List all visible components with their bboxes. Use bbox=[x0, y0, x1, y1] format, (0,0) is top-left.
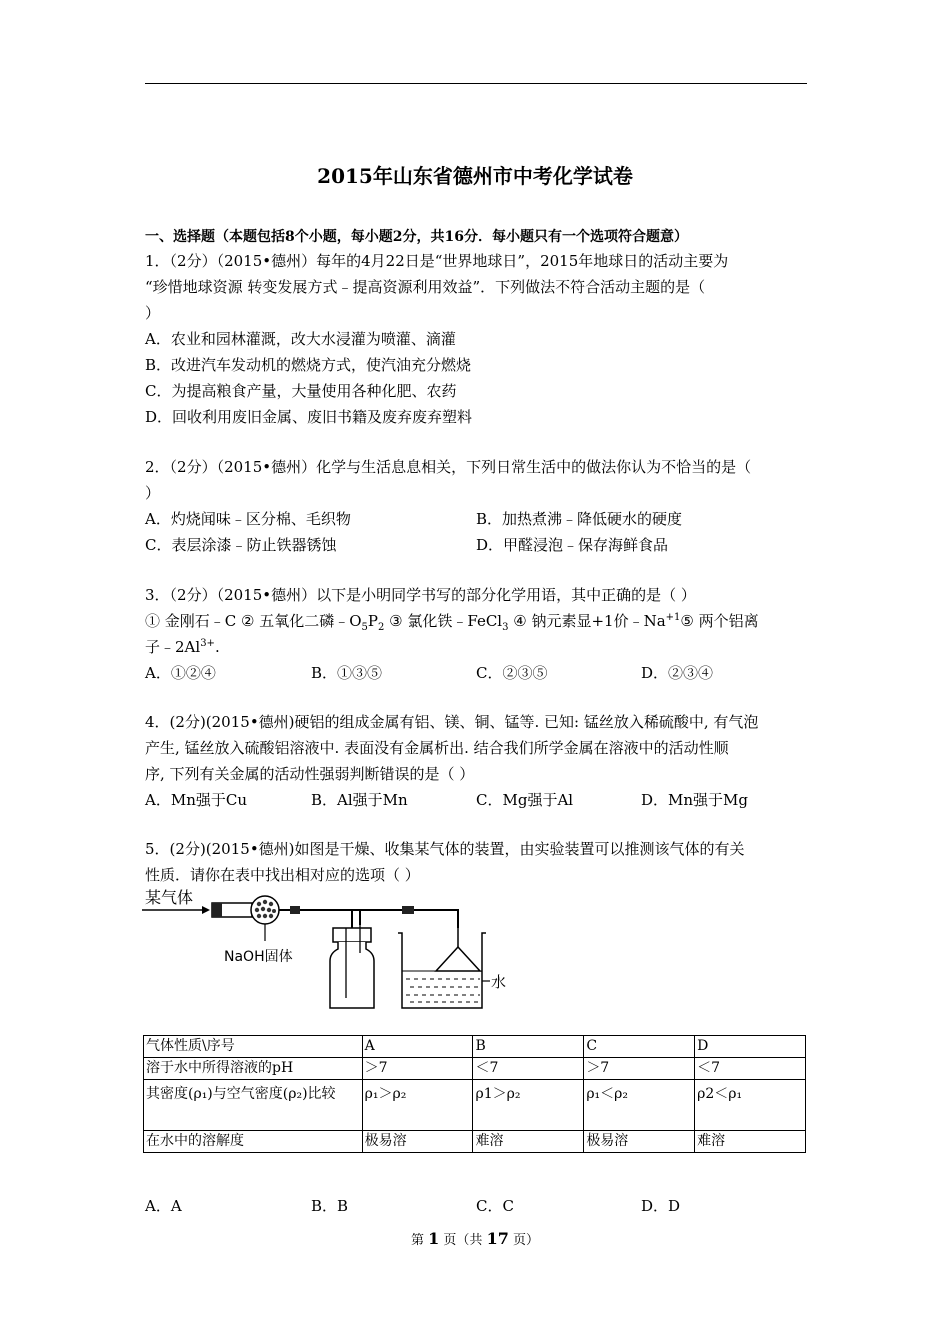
water-hatching bbox=[406, 979, 480, 1002]
q1-stem-line1: 1．（2分）（2015•德州）每年的4月22日是“世界地球日”，2015年地球日的活动主要为 bbox=[145, 252, 729, 270]
q2-option-c: C．表层涂漆﹣防止铁器锈蚀 bbox=[145, 536, 337, 554]
gas-label: 某气体 bbox=[145, 888, 194, 907]
table-cell: 气体性质\序号 bbox=[144, 1036, 363, 1058]
q3-option-d: D．②③④ bbox=[641, 664, 714, 682]
q2-stem-line2: ） bbox=[145, 484, 161, 502]
table-cell: B bbox=[473, 1036, 584, 1058]
q5-stem-line1: 5．(2分)(2015•德州)如图是干燥、收集某气体的装置，由实验装置可以推测该气体的有关 bbox=[145, 840, 745, 858]
q2-option-a: A．灼烧闻味﹣区分棉、毛织物 bbox=[145, 510, 351, 528]
q1-option-b: B．改进汽车发动机的燃烧方式，使汽油充分燃烧 bbox=[145, 356, 472, 374]
q2-option-b: B．加热煮沸﹣降低硬水的硬度 bbox=[476, 510, 683, 528]
table-cell: ＞7 bbox=[362, 1058, 473, 1080]
q4-stem-line1: 4．(2分)(2015•德州)硬铝的组成金属有铝、镁、铜、锰等. 已知: 锰丝放入稀硫酸中, 有气泡 bbox=[145, 713, 759, 731]
table-cell: A bbox=[362, 1036, 473, 1058]
header-rule bbox=[145, 83, 807, 84]
table-cell: D bbox=[695, 1036, 806, 1058]
table-row bbox=[144, 1080, 806, 1131]
q3-option-a: A．①②④ bbox=[145, 664, 216, 682]
table-row bbox=[144, 1036, 806, 1058]
q4-option-c: C．Mg强于Al bbox=[476, 791, 574, 809]
table-cell: ρ1＞ρ₂ bbox=[473, 1080, 584, 1131]
q3-stem-line2: ① 金刚石﹣C ② 五氧化二磷$﹣O_5P_2$ ③ 氯化铁﹣FeCl$_3$ ④ 钠元素显+1价$﹣Na^{+1}⑤$ 两个铝离 bbox=[145, 612, 759, 633]
inverted-funnel bbox=[436, 947, 480, 971]
inflow-arrowhead bbox=[202, 906, 210, 914]
q5-option-c: C．C bbox=[476, 1197, 514, 1215]
q2-option-d: D．甲醛浸泡﹣保存海鲜食品 bbox=[476, 536, 669, 554]
q3-option-b: B．①③⑤ bbox=[311, 664, 383, 682]
q1-stem-line3: ） bbox=[145, 304, 161, 322]
q3-stem-line3: 子$﹣2Al^{3+}$. bbox=[145, 638, 220, 656]
table-cell: 难溶 bbox=[473, 1131, 584, 1153]
table-cell: ＜7 bbox=[473, 1058, 584, 1080]
gas-apparatus-figure bbox=[140, 883, 510, 1013]
q4-stem-line3: 序, 下列有关金属的活动性强弱判断错误的是（ ） bbox=[145, 765, 475, 783]
connect-tube-3 bbox=[414, 910, 458, 928]
q5-option-b: B．B bbox=[311, 1197, 349, 1215]
table-cell: ＞7 bbox=[584, 1058, 695, 1080]
q3-option-c: C．②③⑤ bbox=[476, 664, 548, 682]
q2-stem-line1: 2．（2分）（2015•德州）化学与生活息息相关，下列日常生活中的做法你认为不恰当的是（ bbox=[145, 458, 752, 476]
bottle-stopper bbox=[333, 928, 371, 942]
section-heading: 一、选择题（本题包括8个小题，每小题2分，共16分．每小题只有一个选项符合题意） bbox=[145, 229, 688, 245]
table-cell: 在水中的溶解度 bbox=[144, 1131, 363, 1153]
q1-option-c: C．为提高粮食产量，大量使用各种化肥、农药 bbox=[145, 382, 457, 400]
q3-stem-line1: 3．（2分）（2015•德州）以下是小明同学书写的部分化学用语，其中正确的是（ ） bbox=[145, 586, 696, 604]
q4-option-b: B．Al强于Mn bbox=[311, 791, 408, 809]
q1-option-a: A．农业和园林灌溉，改大水浸灌为喷灌、滴灌 bbox=[145, 330, 456, 348]
q5-option-d: D．D bbox=[641, 1197, 681, 1215]
table-cell: ρ₁＞ρ₂ bbox=[362, 1080, 473, 1131]
q5-stem-line2: 性质．请你在表中找出相对应的选项（ ） bbox=[145, 866, 420, 884]
collecting-bottle bbox=[330, 942, 374, 1008]
table-row bbox=[144, 1058, 806, 1080]
table-cell: 其密度(ρ₁)与空气密度(ρ₂)比较 bbox=[144, 1080, 363, 1131]
connect-tube-2 bbox=[352, 910, 440, 928]
gas-property-table bbox=[143, 1035, 806, 1153]
q1-stem-line2: “珍惜地球资源 转变发展方式﹣提高资源利用效益”．下列做法不符合活动主题的是（ bbox=[145, 278, 706, 296]
q4-option-d: D．Mn强于Mg bbox=[641, 791, 749, 809]
drying-tube-stopper bbox=[212, 903, 222, 917]
water-label: 水 bbox=[491, 973, 507, 991]
table-cell: 极易溶 bbox=[584, 1131, 695, 1153]
table-row bbox=[144, 1131, 806, 1153]
q4-stem-line2: 产生, 锰丝放入硫酸铝溶液中. 表面没有金属析出. 结合我们所学金属在溶液中的活动性顺 bbox=[145, 739, 729, 757]
table-cell: 难溶 bbox=[695, 1131, 806, 1153]
rubber-joint-2 bbox=[402, 906, 414, 914]
table-cell: ρ₁＜ρ₂ bbox=[584, 1080, 695, 1131]
q4-option-a: A．Mn强于Cu bbox=[145, 791, 247, 809]
table-cell: 极易溶 bbox=[362, 1131, 473, 1153]
q1-option-d: D．回收利用废旧金属、废旧书籍及废弃废弃塑料 bbox=[145, 408, 473, 426]
exam-title: 2015年山东省德州市中考化学试卷 bbox=[317, 164, 633, 188]
table-cell: C bbox=[584, 1036, 695, 1058]
table-cell: ＜7 bbox=[695, 1058, 806, 1080]
page-footer: 第 1 页（共 17 页） bbox=[411, 1229, 539, 1248]
table-cell: 溶于水中所得溶液的pH bbox=[144, 1058, 363, 1080]
rubber-joint-1 bbox=[290, 906, 300, 914]
table-cell: ρ2＜ρ₁ bbox=[695, 1080, 806, 1131]
naoh-label: NaOH固体 bbox=[224, 949, 293, 965]
q5-option-a: A．A bbox=[145, 1197, 182, 1215]
